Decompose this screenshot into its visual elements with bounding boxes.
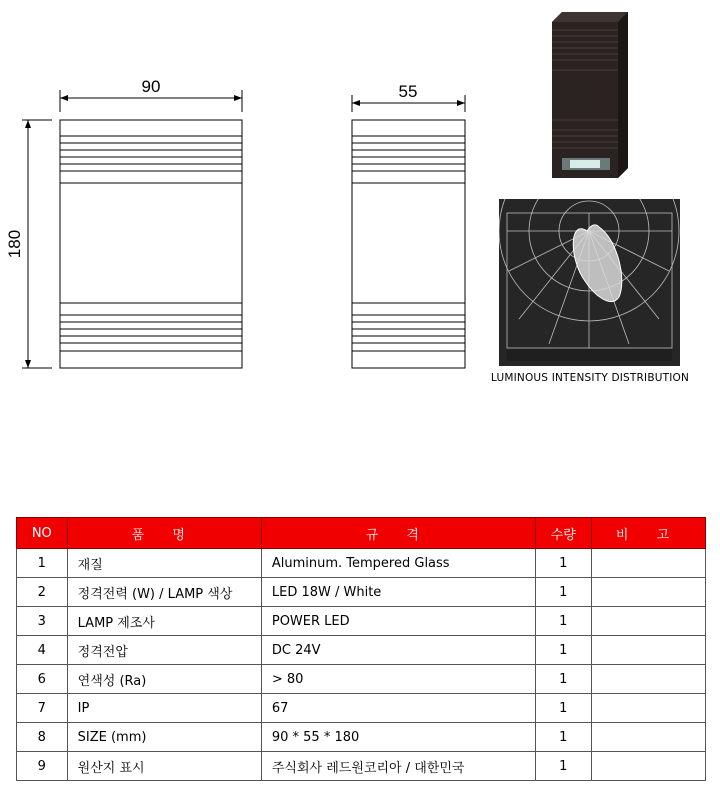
row-name: 연색성 (Ra) — [67, 665, 261, 694]
luminous-intensity-diagram — [499, 199, 680, 366]
row-qty: 1 — [535, 578, 591, 607]
row-spec: Aluminum. Tempered Glass — [261, 549, 535, 578]
header-name: 품 명 — [67, 518, 261, 549]
row-spec: > 80 — [261, 665, 535, 694]
depth-dim-label: 55 — [398, 82, 418, 101]
table-header-row — [17, 518, 706, 549]
row-no: 8 — [17, 723, 68, 752]
spec-table — [16, 517, 706, 781]
row-note — [592, 607, 706, 636]
table-row — [17, 694, 706, 723]
row-spec: POWER LED — [261, 607, 535, 636]
height-dim-label: 180 — [5, 229, 24, 259]
technical-drawing — [0, 0, 480, 380]
row-qty: 1 — [535, 694, 591, 723]
row-note — [592, 636, 706, 665]
header-spec: 규 격 — [261, 518, 535, 549]
row-name: LAMP 제조사 — [67, 607, 261, 636]
row-no: 9 — [17, 752, 68, 781]
row-qty: 1 — [535, 665, 591, 694]
table-row — [17, 723, 706, 752]
header-qty: 수량 — [535, 518, 591, 549]
row-spec: LED 18W / White — [261, 578, 535, 607]
row-note — [592, 578, 706, 607]
row-no: 1 — [17, 549, 68, 578]
row-no: 4 — [17, 636, 68, 665]
table-row — [17, 549, 706, 578]
polar-caption: LUMINOUS INTENSITY DISTRIBUTION — [490, 372, 690, 384]
row-note — [592, 723, 706, 752]
row-note — [592, 694, 706, 723]
row-spec: 90 * 55 * 180 — [261, 723, 535, 752]
row-name: SIZE (mm) — [67, 723, 261, 752]
row-name: 정격전압 — [67, 636, 261, 665]
row-name: 원산지 표시 — [67, 752, 261, 781]
table-row — [17, 578, 706, 607]
table-row — [17, 665, 706, 694]
row-note — [592, 665, 706, 694]
row-qty: 1 — [535, 752, 591, 781]
width-dim-label: 90 — [141, 77, 161, 96]
table-row — [17, 607, 706, 636]
header-no: NO — [17, 518, 68, 549]
row-spec: 67 — [261, 694, 535, 723]
side-view — [352, 120, 465, 368]
header-note: 비 고 — [592, 518, 706, 549]
row-note — [592, 752, 706, 781]
row-qty: 1 — [535, 549, 591, 578]
table-row — [17, 752, 706, 781]
product-photo — [540, 10, 632, 180]
row-qty: 1 — [535, 607, 591, 636]
row-qty: 1 — [535, 723, 591, 752]
row-spec: DC 24V — [261, 636, 535, 665]
row-name: 정격전력 (W) / LAMP 색상 — [67, 578, 261, 607]
row-note — [592, 549, 706, 578]
row-spec: 주식회사 레드원코리아 / 대한민국 — [261, 752, 535, 781]
row-no: 7 — [17, 694, 68, 723]
row-no: 3 — [17, 607, 68, 636]
row-name: 재질 — [67, 549, 261, 578]
table-row — [17, 636, 706, 665]
row-name: IP — [67, 694, 261, 723]
row-no: 6 — [17, 665, 68, 694]
height-dimension — [22, 120, 52, 368]
row-no: 2 — [17, 578, 68, 607]
front-view — [60, 120, 242, 368]
row-qty: 1 — [535, 636, 591, 665]
